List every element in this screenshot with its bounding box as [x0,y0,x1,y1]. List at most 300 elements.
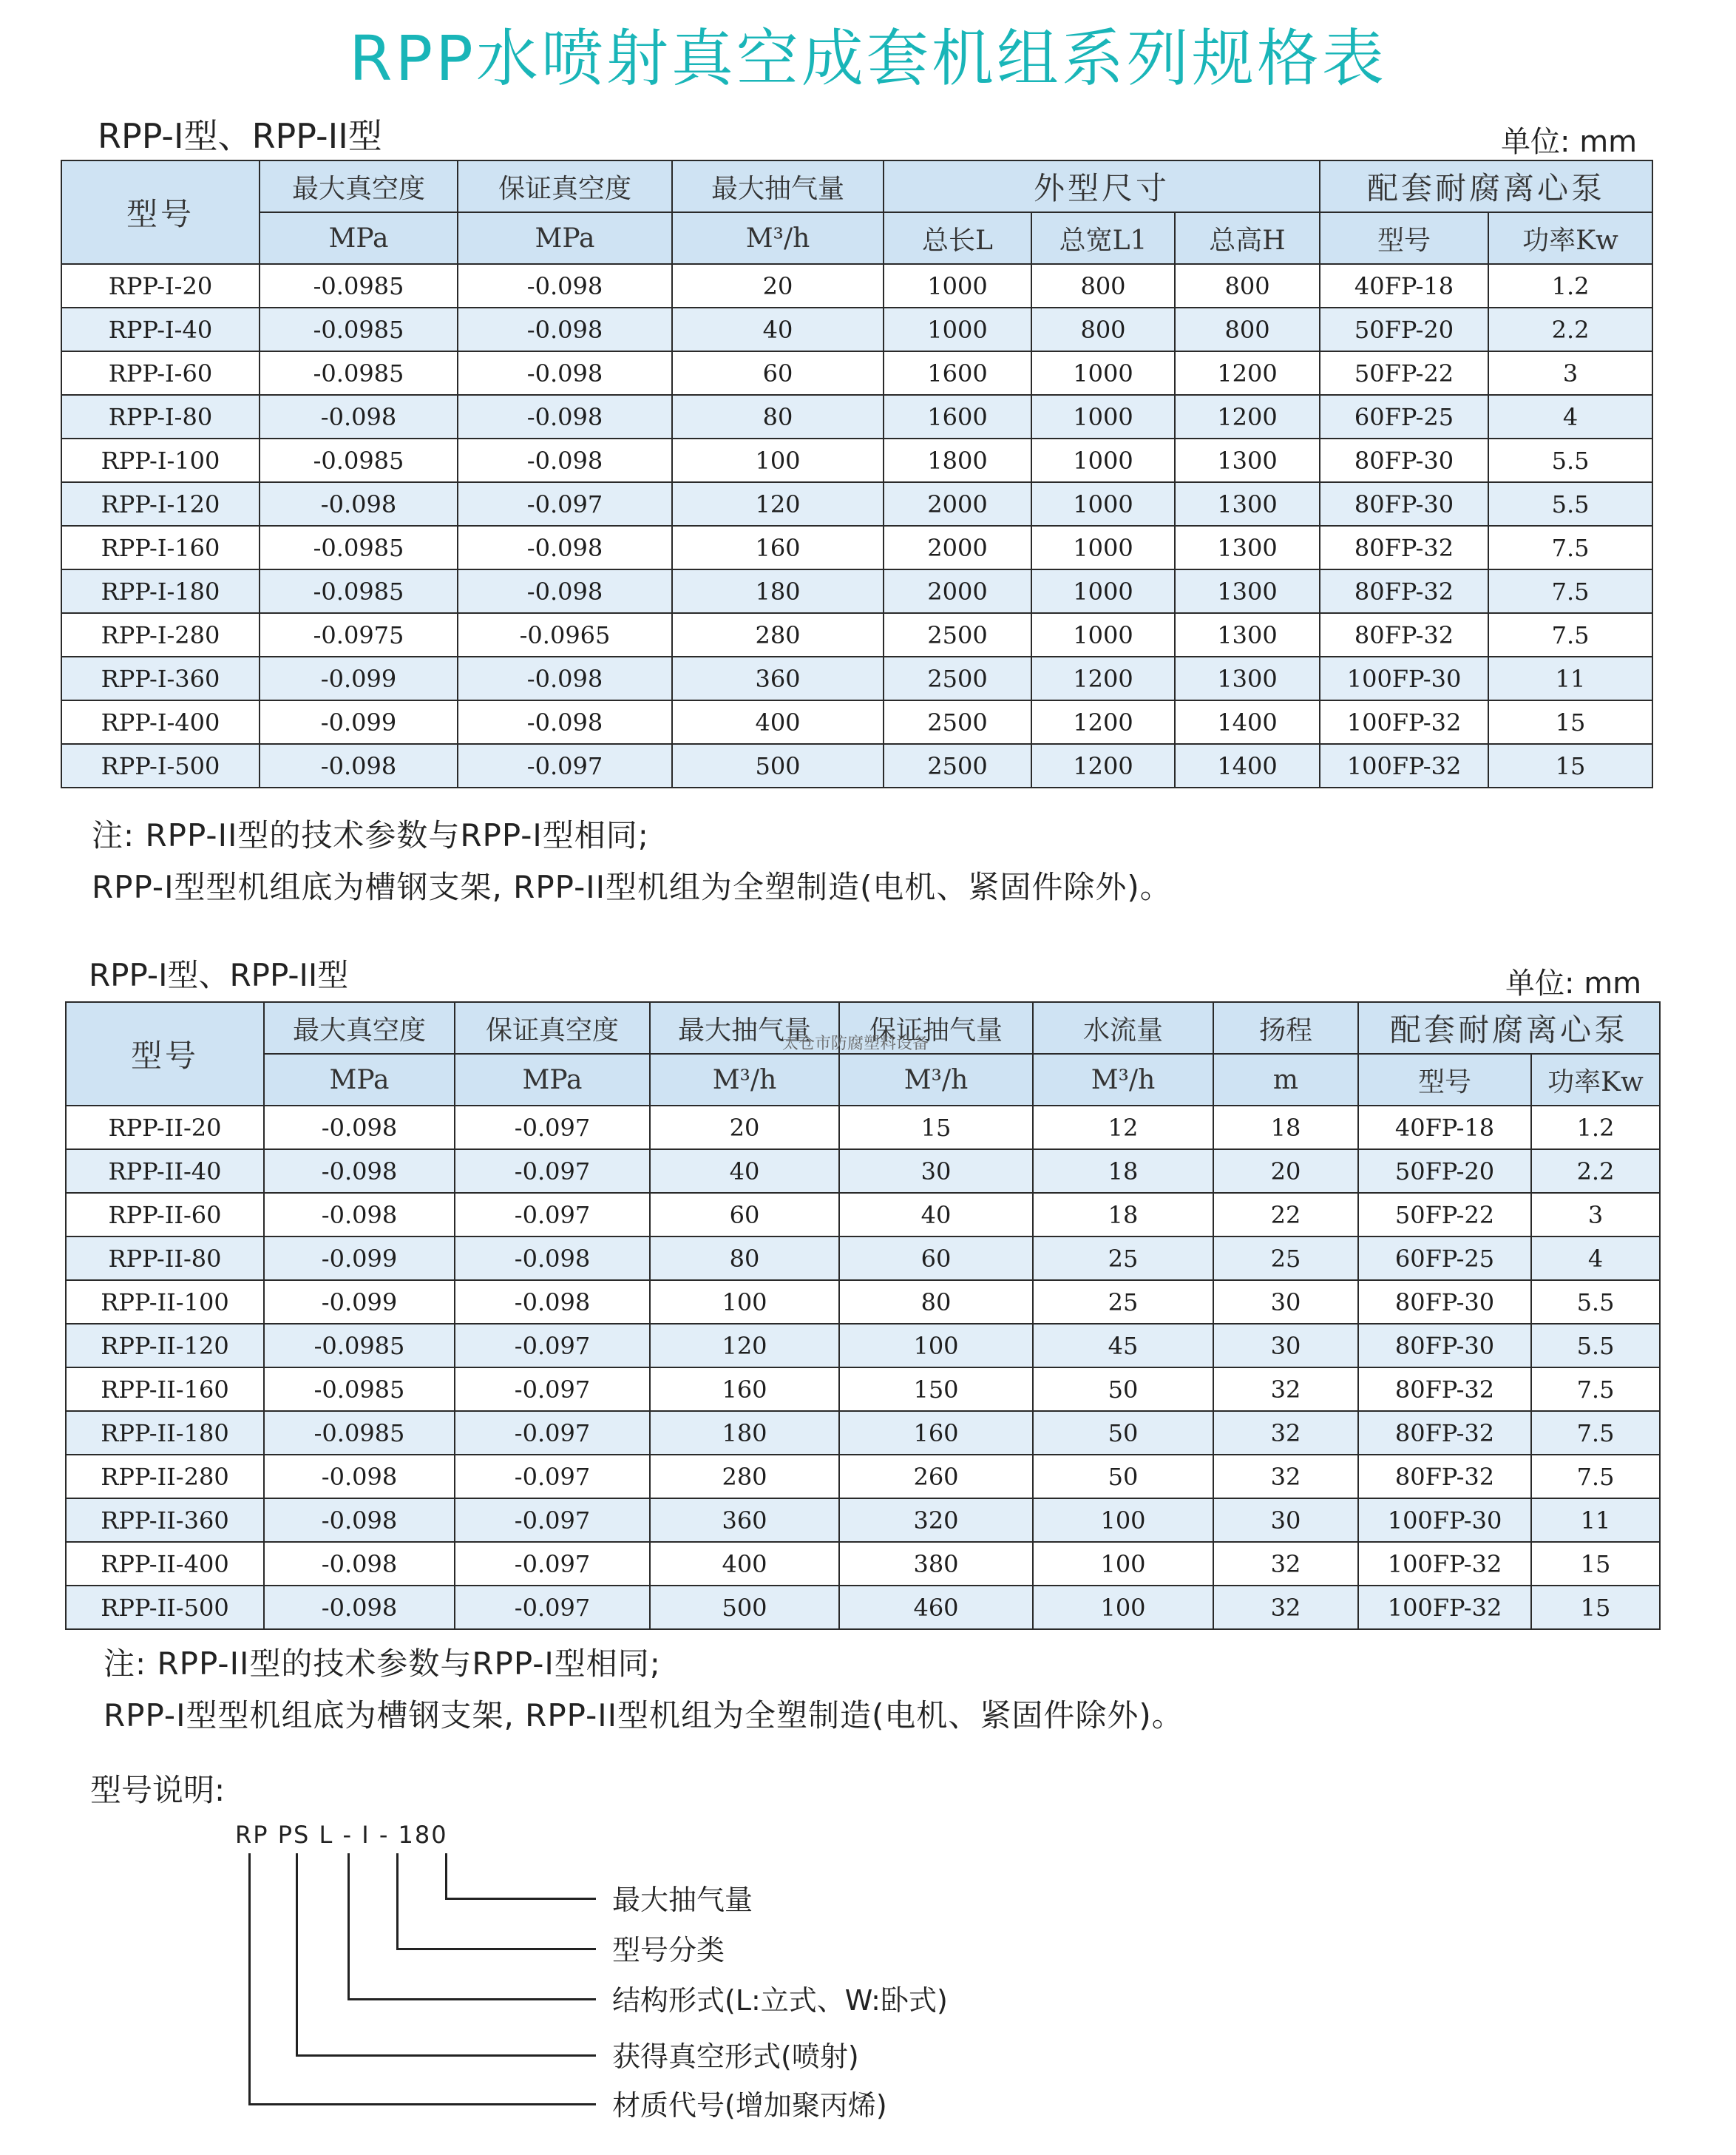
table2-subtitle: RPP-I型、RPP-II型 [89,957,349,993]
table-cell: 7.5 [1488,526,1652,569]
table-cell: -0.097 [455,1367,650,1411]
table-cell: 800 [1175,264,1320,308]
table-cell: 1600 [884,395,1031,439]
table1-header-max-vacuum-unit: MPa [260,212,458,264]
table-cell: 2000 [884,482,1031,526]
table-cell: 40 [839,1193,1033,1236]
table-cell: -0.0985 [260,569,458,613]
table-cell: 100 [1033,1586,1213,1629]
table-cell: 11 [1488,657,1652,700]
table-cell: RPP-I-180 [61,569,260,613]
table-cell: -0.0985 [264,1324,455,1367]
table-row [66,1324,1660,1367]
table-cell: 20 [672,264,884,308]
table-row [66,1106,1660,1149]
table-cell: 1800 [884,439,1031,482]
table-cell: 100 [1033,1498,1213,1542]
table-cell: 100 [1033,1542,1213,1586]
table-cell: 1300 [1175,569,1320,613]
table-cell: RPP-I-80 [61,395,260,439]
table-cell: RPP-II-400 [66,1542,264,1586]
table-cell: -0.0965 [458,613,672,657]
table1-note-line1: 注: RPP-II型的技术参数与RPP-I型相同; [92,817,649,853]
table-cell: 380 [839,1542,1033,1586]
table-cell: 80 [650,1236,839,1280]
table-cell: 30 [1213,1324,1358,1367]
table-cell: 18 [1033,1193,1213,1236]
table-cell: 260 [839,1455,1033,1498]
table2-unit: 单位: mm [1505,967,1642,1001]
legend-stem-1 [445,1853,447,1899]
table-cell: 15 [1488,700,1652,744]
table-cell: 400 [650,1542,839,1586]
table-cell: 800 [1031,308,1175,351]
table-cell: 1300 [1175,482,1320,526]
table-row [61,482,1652,526]
table-cell: 50 [1033,1367,1213,1411]
table-cell: 1200 [1175,395,1320,439]
table-cell: RPP-I-20 [61,264,260,308]
table-cell: 30 [1213,1280,1358,1324]
table-cell: 500 [672,744,884,788]
table-cell: 100FP-30 [1358,1498,1531,1542]
table-cell: 100FP-32 [1320,744,1488,788]
table2-header-guaranteed-vacuum: 保证真空度 [455,1002,650,1054]
legend-leader-4 [296,2054,596,2057]
table-cell: 25 [1033,1280,1213,1324]
table-cell: -0.0985 [264,1411,455,1455]
table-cell: 30 [1213,1498,1358,1542]
table-cell: -0.099 [260,657,458,700]
table-cell: 2.2 [1531,1149,1660,1193]
table-cell: 1.2 [1531,1106,1660,1149]
table-cell: -0.098 [458,569,672,613]
table-cell: 100FP-32 [1358,1542,1531,1586]
table-cell: 20 [650,1106,839,1149]
table-cell: 1200 [1031,700,1175,744]
table-cell: RPP-II-20 [66,1106,264,1149]
table-cell: 7.5 [1488,569,1652,613]
legend-item-vacuum-type: 获得真空形式(喷射) [612,2040,859,2073]
table-cell: 100FP-32 [1320,700,1488,744]
table1-header-max-pumping: 最大抽气量 [672,160,884,212]
legend-item-material: 材质代号(增加聚丙烯) [612,2089,887,2122]
legend-code: RP PS L - I - 180 [235,1821,448,1849]
table-cell: RPP-II-280 [66,1455,264,1498]
table-row [61,526,1652,569]
table-cell: 40 [650,1149,839,1193]
table2-header-guaranteed-pumping-unit: M³/h [839,1054,1033,1106]
table-row [66,1236,1660,1280]
table-cell: 180 [650,1411,839,1455]
table-cell: 2500 [884,700,1031,744]
table-cell: -0.098 [264,1106,455,1149]
table-row [61,569,1652,613]
table-cell: -0.0985 [260,351,458,395]
table-row [61,700,1652,744]
table-cell: -0.098 [260,744,458,788]
legend-leader-1 [445,1898,596,1900]
table-row [61,264,1652,308]
table1-header-pump-power: 功率Kw [1488,212,1652,264]
table-cell: 4 [1531,1236,1660,1280]
table-row [61,657,1652,700]
table-cell: 2000 [884,569,1031,613]
table-cell: 1000 [1031,569,1175,613]
table-cell: 30 [839,1149,1033,1193]
table-cell: -0.097 [455,1106,650,1149]
table2-header-max-pumping: 最大抽气量 [650,1002,839,1054]
table-row [66,1455,1660,1498]
table-cell: -0.097 [455,1193,650,1236]
legend-leader-5 [248,2103,596,2105]
table-cell: -0.098 [458,657,672,700]
table-cell: 60FP-25 [1358,1236,1531,1280]
table-cell: -0.0985 [260,308,458,351]
legend-stem-2 [396,1853,399,1949]
table-cell: -0.0985 [260,526,458,569]
table-row [66,1586,1660,1629]
table2-header-max-vacuum: 最大真空度 [264,1002,455,1054]
table-cell: 1000 [1031,439,1175,482]
legend-stem-4 [296,1853,298,2056]
table-cell: 1300 [1175,657,1320,700]
table-cell: 150 [839,1367,1033,1411]
table1-header-length: 总长L [884,212,1031,264]
table1-header-model: 型号 [61,160,260,264]
table-cell: -0.097 [455,1411,650,1455]
table1-header-guaranteed-vacuum: 保证真空度 [458,160,672,212]
table-cell: 5.5 [1488,482,1652,526]
table-cell: 25 [1033,1236,1213,1280]
table-cell: -0.099 [264,1236,455,1280]
table-cell: 1300 [1175,613,1320,657]
table-cell: 1000 [884,308,1031,351]
table-cell: 1000 [884,264,1031,308]
table-cell: 1400 [1175,700,1320,744]
table-cell: 2.2 [1488,308,1652,351]
table-cell: RPP-I-280 [61,613,260,657]
table-cell: -0.099 [260,700,458,744]
legend-item-structure: 结构形式(L:立式、W:卧式) [612,1984,948,2017]
table-cell: 1000 [1031,482,1175,526]
table-cell: 5.5 [1488,439,1652,482]
table-cell: 320 [839,1498,1033,1542]
table-cell: 40 [672,308,884,351]
table-cell: 45 [1033,1324,1213,1367]
table-cell: 80FP-32 [1358,1455,1531,1498]
table-cell: 1000 [1031,526,1175,569]
table-cell: 1300 [1175,526,1320,569]
table1-note-line2: RPP-I型型机组底为槽钢支架, RPP-II型机组为全塑制造(电机、紧固件除外)。 [92,869,1172,905]
table2-header-head: 扬程 [1213,1002,1358,1054]
table1-header-height: 总高H [1175,212,1320,264]
table-cell: 15 [1488,744,1652,788]
table-cell: 40FP-18 [1320,264,1488,308]
table-cell: 500 [650,1586,839,1629]
table1-unit: 单位: mm [1501,125,1638,159]
table2-header-guaranteed-pumping: 保证抽气量 [839,1002,1033,1054]
table-cell: 7.5 [1531,1367,1660,1411]
table-cell: 4 [1488,395,1652,439]
table-cell: 50FP-22 [1320,351,1488,395]
table-cell: 1600 [884,351,1031,395]
table-cell: -0.097 [455,1324,650,1367]
table-cell: 160 [650,1367,839,1411]
legend-title: 型号说明: [90,1772,226,1808]
table-cell: 1400 [1175,744,1320,788]
table-cell: 32 [1213,1455,1358,1498]
table-row [66,1498,1660,1542]
table2-header-head-unit: m [1213,1054,1358,1106]
table2-header-pump: 配套耐腐离心泵 [1358,1002,1660,1054]
table-row [66,1411,1660,1455]
table-cell: 800 [1175,308,1320,351]
table-row [61,308,1652,351]
table-cell: 50FP-20 [1320,308,1488,351]
table-cell: -0.097 [455,1149,650,1193]
table-cell: 1000 [1031,395,1175,439]
table-cell: 1200 [1031,657,1175,700]
table-cell: 180 [672,569,884,613]
table1-body [61,264,1652,788]
table-cell: 100 [650,1280,839,1324]
table1-header-pump: 配套耐腐离心泵 [1320,160,1652,212]
table-cell: 5.5 [1531,1280,1660,1324]
table-cell: 1.2 [1488,264,1652,308]
table-cell: 80FP-32 [1358,1411,1531,1455]
table-cell: 100 [839,1324,1033,1367]
table-cell: 80 [839,1280,1033,1324]
table-cell: 15 [839,1106,1033,1149]
table-cell: RPP-II-100 [66,1280,264,1324]
table-cell: 80FP-32 [1320,613,1488,657]
table1-header-pump-model: 型号 [1320,212,1488,264]
table-cell: 1200 [1175,351,1320,395]
table-cell: 50FP-22 [1358,1193,1531,1236]
table2-note-line2: RPP-I型型机组底为槽钢支架, RPP-II型机组为全塑制造(电机、紧固件除外)。 [104,1697,1184,1733]
table-cell: 2500 [884,744,1031,788]
table-row [66,1193,1660,1236]
table-cell: 5.5 [1531,1324,1660,1367]
table-cell: -0.099 [264,1280,455,1324]
table-row [66,1542,1660,1586]
table-cell: 3 [1488,351,1652,395]
table-cell: 11 [1531,1498,1660,1542]
table2-header-guaranteed-vacuum-unit: MPa [455,1054,650,1106]
table-cell: RPP-I-360 [61,657,260,700]
table-cell: 280 [650,1455,839,1498]
legend-stem-5 [248,1853,251,2105]
table-cell: 15 [1531,1586,1660,1629]
table-cell: -0.098 [458,308,672,351]
table-cell: 80FP-30 [1320,482,1488,526]
table-cell: 120 [650,1324,839,1367]
watermark-text: 太仓市防腐塑料设备 [782,1035,929,1053]
table-cell: RPP-II-120 [66,1324,264,1367]
table1-header-guaranteed-vacuum-unit: MPa [458,212,672,264]
table-cell: -0.097 [455,1542,650,1586]
table2-header-model: 型号 [66,1002,264,1106]
table-cell: 100FP-30 [1320,657,1488,700]
legend-item-model-class: 型号分类 [612,1934,725,1966]
table-cell: 2500 [884,613,1031,657]
table-cell: RPP-II-40 [66,1149,264,1193]
table-cell: 60 [672,351,884,395]
table-cell: 100FP-32 [1358,1586,1531,1629]
table-cell: -0.098 [264,1149,455,1193]
table-cell: -0.097 [455,1455,650,1498]
table-cell: -0.098 [458,395,672,439]
table2 [65,1001,1661,1630]
table-cell: 120 [672,482,884,526]
table-row [61,439,1652,482]
table-cell: -0.0985 [264,1367,455,1411]
table-cell: 25 [1213,1236,1358,1280]
table-cell: 460 [839,1586,1033,1629]
legend-leader-3 [347,1998,596,2000]
table2-header-pump-power: 功率Kw [1531,1054,1660,1106]
page-title: RPP水喷射真空成套机组系列规格表 [349,22,1387,95]
table-cell: 80 [672,395,884,439]
table2-header-pump-model: 型号 [1358,1054,1531,1106]
table-cell: -0.097 [455,1498,650,1542]
table2-header-max-vacuum-unit: MPa [264,1054,455,1106]
table-cell: RPP-II-80 [66,1236,264,1280]
table-cell: RPP-II-60 [66,1193,264,1236]
table2-header-max-pumping-unit: M³/h [650,1054,839,1106]
table-cell: RPP-I-60 [61,351,260,395]
table-cell: -0.098 [264,1542,455,1586]
table1-header-max-vacuum: 最大真空度 [260,160,458,212]
table-cell: -0.098 [260,395,458,439]
table-cell: -0.097 [458,744,672,788]
table-cell: 40FP-18 [1358,1106,1531,1149]
legend-leader-2 [396,1948,596,1950]
table-cell: 3 [1531,1193,1660,1236]
table-cell: 1000 [1031,351,1175,395]
table-cell: -0.098 [455,1236,650,1280]
table-cell: -0.098 [458,351,672,395]
table-cell: -0.098 [458,526,672,569]
table-cell: -0.0985 [260,439,458,482]
table-cell: 1300 [1175,439,1320,482]
table1 [61,160,1653,788]
table-cell: 160 [672,526,884,569]
table1-header-max-pumping-unit: M³/h [672,212,884,264]
table-row [61,613,1652,657]
table-row [61,395,1652,439]
table-cell: 32 [1213,1542,1358,1586]
table-cell: 7.5 [1531,1411,1660,1455]
table-cell: 80FP-32 [1320,569,1488,613]
table-cell: RPP-I-120 [61,482,260,526]
legend-stem-3 [347,1853,350,2000]
table-cell: 20 [1213,1149,1358,1193]
table-cell: 2000 [884,526,1031,569]
table-cell: 60 [650,1193,839,1236]
table-cell: 800 [1031,264,1175,308]
table-row [61,351,1652,395]
table-cell: 60FP-25 [1320,395,1488,439]
table-cell: 22 [1213,1193,1358,1236]
table-cell: -0.0985 [260,264,458,308]
table-cell: -0.098 [458,264,672,308]
table-cell: -0.098 [455,1280,650,1324]
table-cell: RPP-I-100 [61,439,260,482]
table-cell: RPP-II-180 [66,1411,264,1455]
table-row [61,744,1652,788]
table1-header-dimensions: 外型尺寸 [884,160,1320,212]
table-cell: 32 [1213,1411,1358,1455]
table-cell: RPP-I-500 [61,744,260,788]
table-cell: -0.098 [260,482,458,526]
table-cell: 80FP-30 [1358,1324,1531,1367]
table-cell: 18 [1213,1106,1358,1149]
table-cell: 160 [839,1411,1033,1455]
table-cell: 400 [672,700,884,744]
table-row [66,1149,1660,1193]
table-cell: RPP-I-160 [61,526,260,569]
table-cell: 12 [1033,1106,1213,1149]
table-cell: -0.098 [264,1455,455,1498]
table-cell: 80FP-32 [1358,1367,1531,1411]
table-cell: 7.5 [1488,613,1652,657]
table-cell: -0.0975 [260,613,458,657]
table-cell: 32 [1213,1367,1358,1411]
table-cell: 18 [1033,1149,1213,1193]
table2-header-water-flow-unit: M³/h [1033,1054,1213,1106]
table-cell: 50 [1033,1411,1213,1455]
table-cell: 32 [1213,1586,1358,1629]
table-cell: RPP-II-500 [66,1586,264,1629]
table-cell: -0.098 [264,1498,455,1542]
table-cell: -0.098 [458,700,672,744]
table-cell: RPP-I-400 [61,700,260,744]
table2-body [66,1106,1660,1629]
table-cell: 80FP-30 [1358,1280,1531,1324]
table-cell: 50FP-20 [1358,1149,1531,1193]
table-cell: 50 [1033,1455,1213,1498]
table-cell: 2500 [884,657,1031,700]
table-cell: 360 [672,657,884,700]
table1-header-width: 总宽L1 [1031,212,1175,264]
table-cell: -0.098 [264,1193,455,1236]
table-cell: 1000 [1031,613,1175,657]
table2-note-line1: 注: RPP-II型的技术参数与RPP-I型相同; [104,1645,661,1682]
table-cell: -0.098 [264,1586,455,1629]
table-cell: -0.097 [458,482,672,526]
table-row [66,1280,1660,1324]
legend-item-max-pumping: 最大抽气量 [612,1884,753,1916]
table-cell: 1200 [1031,744,1175,788]
table-cell: RPP-II-160 [66,1367,264,1411]
table-cell: 80FP-32 [1320,526,1488,569]
table-cell: 360 [650,1498,839,1542]
table-cell: 15 [1531,1542,1660,1586]
table-cell: RPP-II-360 [66,1498,264,1542]
table-cell: 280 [672,613,884,657]
table-cell: RPP-I-40 [61,308,260,351]
table-cell: 100 [672,439,884,482]
table2-header-water-flow: 水流量 [1033,1002,1213,1054]
table-cell: 7.5 [1531,1455,1660,1498]
table-cell: 80FP-30 [1320,439,1488,482]
table-row [66,1367,1660,1411]
table1-subtitle: RPP-I型、RPP-II型 [98,116,382,156]
table-cell: 60 [839,1236,1033,1280]
table-cell: -0.098 [458,439,672,482]
